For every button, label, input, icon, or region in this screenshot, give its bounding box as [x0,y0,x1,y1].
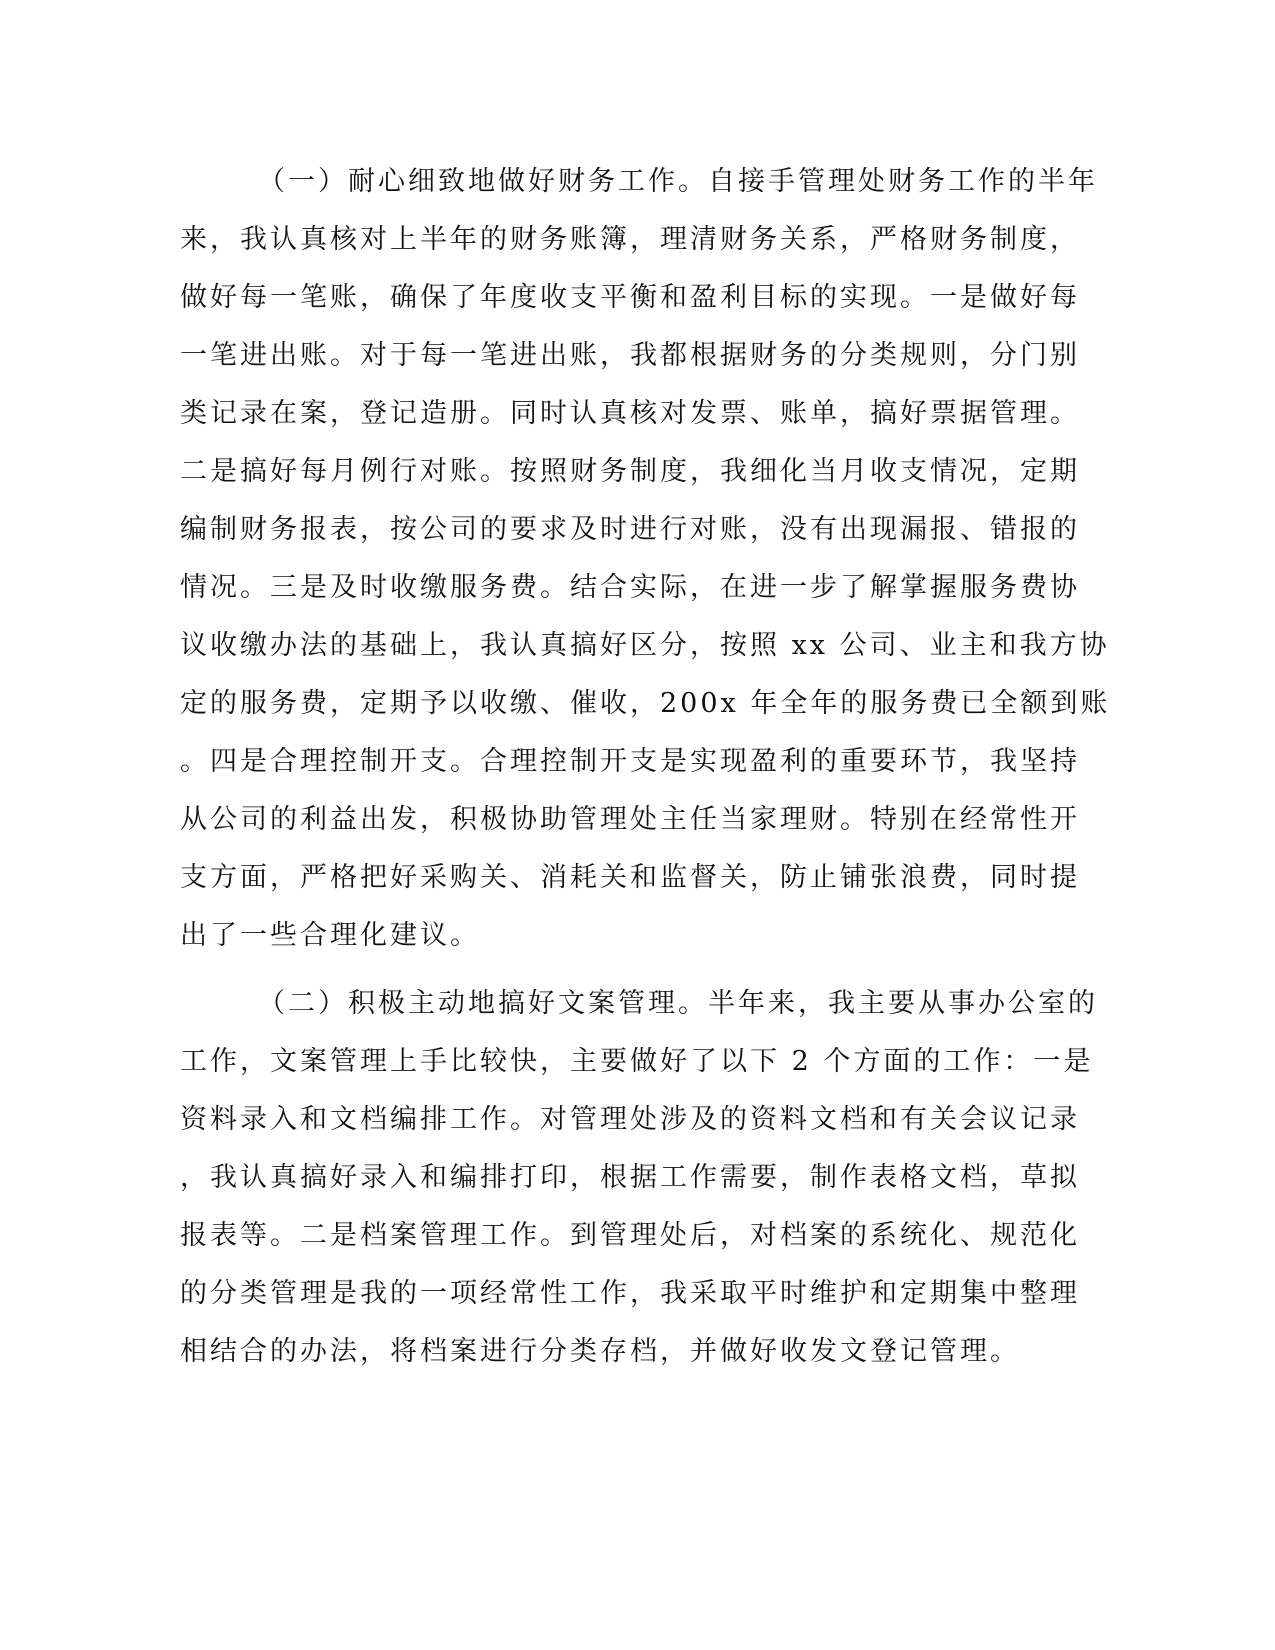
text-line: 情况。三是及时收缴服务费。结合实际，在进一步了解掌握服务费协 [180,572,1080,603]
text-line: 资料录入和文档编排工作。对管理处涉及的资料文档和有关会议记录 [180,1104,1080,1135]
text-line: 二是搞好每月例行对账。按照财务制度，我细化当月收支情况，定期 [180,456,1080,487]
text-line: 报表等。二是档案管理工作。到管理处后，对档案的系统化、规范化 [180,1220,1080,1251]
text-line: 的分类管理是我的一项经常性工作，我采取平时维护和定期集中整理 [180,1278,1080,1309]
text-line: 工作，文案管理上手比较快，主要做好了以下 2 个方面的工作：一是 [180,1046,1094,1077]
text-line: 相结合的办法，将档案进行分类存档，并做好收发文登记管理。 [180,1336,1020,1367]
text-line: 做好每一笔账，确保了年度收支平衡和盈利目标的实现。一是做好每 [180,282,1080,313]
text-line: 来，我认真核对上半年的财务账簿，理清财务关系，严格财务制度， [180,224,1080,255]
text-line: ，我认真搞好录入和编排打印，根据工作需要，制作表格文档，草拟 [180,1162,1080,1193]
text-line: 从公司的利益出发，积极协助管理处主任当家理财。特别在经常性开 [180,804,1080,835]
text-line: 。四是合理控制开支。合理控制开支是实现盈利的重要环节，我坚持 [180,746,1080,777]
text-line: 类记录在案，登记造册。同时认真核对发票、账单，搞好票据管理。 [180,398,1080,429]
text-line: （一）耐心细致地做好财务工作。自接手管理处财务工作的半年 [258,166,1098,197]
text-line: 出了一些合理化建议。 [180,920,480,951]
text-line: 编制财务报表，按公司的要求及时进行对账，没有出现漏报、错报的 [180,514,1080,545]
text-line: 定的服务费，定期予以收缴、催收，200x 年全年的服务费已全额到账 [180,688,1111,719]
text-line: 一笔进出账。对于每一笔进出账，我都根据财务的分类规则，分门别 [180,340,1080,371]
text-line: （二）积极主动地搞好文案管理。半年来，我主要从事办公室的 [258,988,1098,1019]
text-line: 支方面，严格把好采购关、消耗关和监督关，防止铺张浪费，同时提 [180,862,1080,893]
text-line: 议收缴办法的基础上，我认真搞好区分，按照 xx 公司、业主和我方协 [180,630,1110,661]
